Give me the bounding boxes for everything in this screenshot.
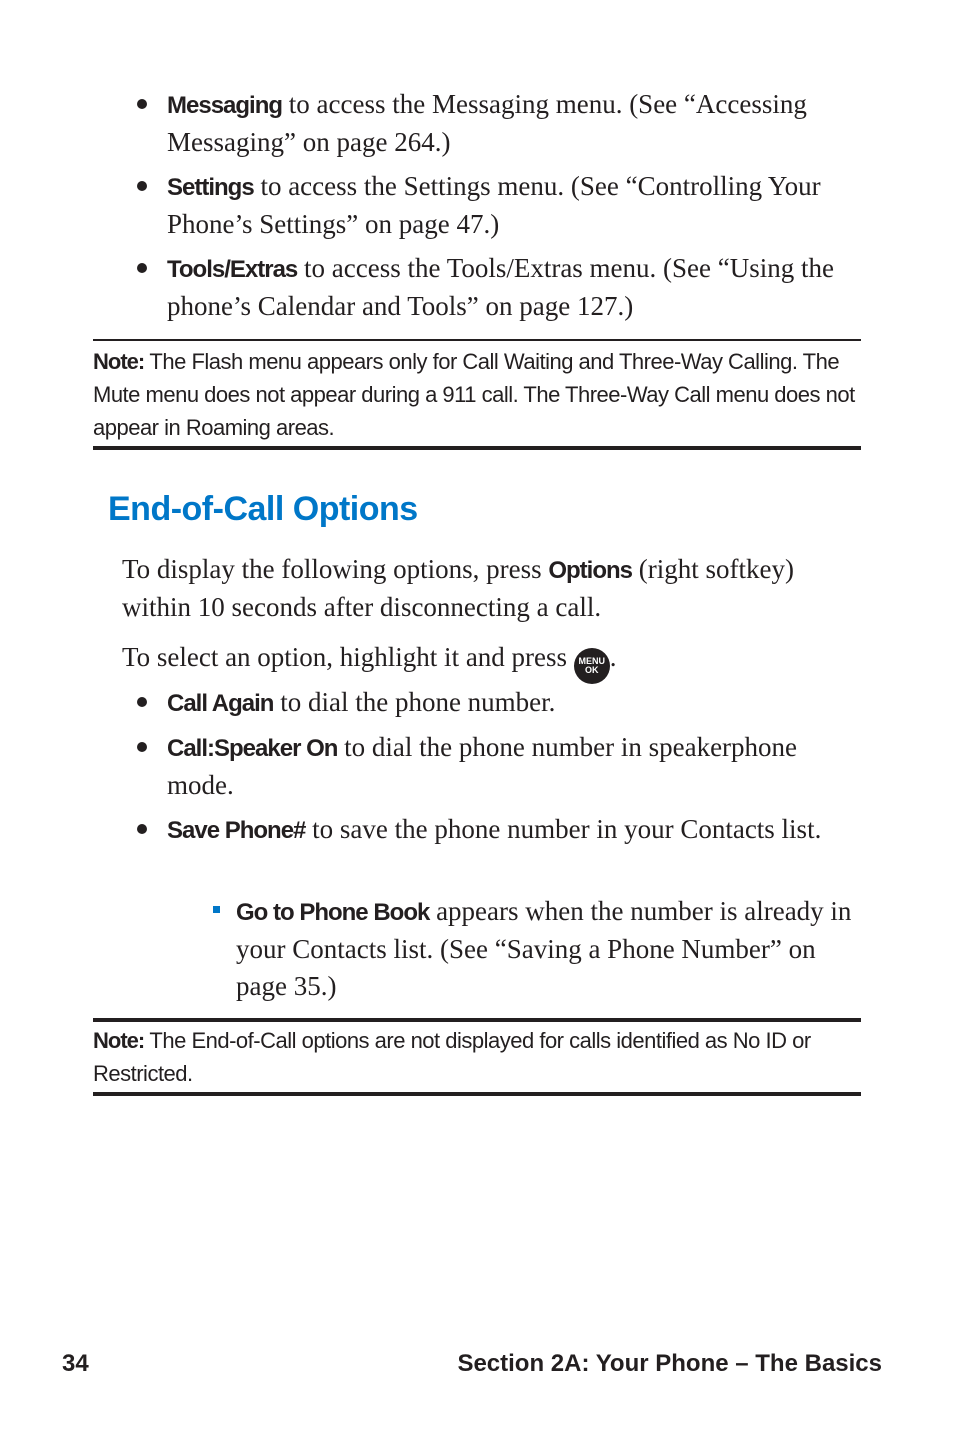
- note-top-rule: [93, 339, 861, 341]
- option-save-phone: [167, 811, 867, 849]
- select-period: .: [609, 642, 617, 672]
- bullet-term: Tools/Extras: [167, 256, 298, 283]
- option-text: to dial the phone number.: [273, 687, 556, 717]
- select-paragraph: [122, 639, 852, 684]
- note-flash-menu: [93, 345, 873, 444]
- option-call-speaker-on: [167, 729, 867, 804]
- option-term: Call Again: [167, 690, 274, 717]
- note-end-of-call: [93, 1024, 813, 1090]
- note-label: Note:: [93, 349, 145, 374]
- note-label: Note:: [93, 1028, 145, 1053]
- note-text: The End-of-Call options are not displayed for calls identified as No ID or Restricted.: [93, 1028, 811, 1086]
- option-call-again: [167, 684, 867, 722]
- section-heading: End-of-Call Options: [108, 490, 418, 528]
- select-text: To select an option, highlight it and press: [122, 642, 574, 672]
- bullet-term: Settings: [167, 174, 254, 201]
- footer-section-title: Section 2A: Your Phone – The Basics: [457, 1350, 882, 1377]
- menu-ok-icon: [574, 648, 610, 684]
- intro-text-after: (right softkey) within 10 seconds after disconnecting a call.: [122, 554, 794, 622]
- note-text: The Flash menu appears only for Call Waiting and Three-Way Calling. The Mute menu does not appear during a 911 call. The Three-Way Call menu does not appear in Roaming areas.: [93, 349, 855, 440]
- bullet-text: to access the Messaging menu. (See “Accessing Messaging” on page 264.): [167, 89, 807, 157]
- intro-text: To display the following options, press: [122, 554, 549, 584]
- menu-ok-icon-line1: MENU: [578, 656, 606, 666]
- note2-top-rule: [93, 1018, 861, 1022]
- sub-option-go-to-phone-book: [236, 893, 866, 1005]
- bullet-text: to access the Settings menu. (See “Controlling Your Phone’s Settings” on page 47.): [167, 171, 821, 239]
- option-text: to save the phone number in your Contacts list.: [305, 814, 822, 844]
- bullet-text: to access the Tools/Extras menu. (See “Using the phone’s Calendar and Tools” on page 127.): [167, 253, 834, 321]
- page-number: 34: [62, 1350, 89, 1377]
- bullet-settings: [167, 168, 867, 243]
- option-term: Save Phone#: [167, 817, 306, 844]
- intro-paragraph: [122, 551, 852, 626]
- note2-bottom-rule: [93, 1092, 861, 1096]
- option-term: Call:Speaker On: [167, 735, 338, 762]
- sub-option-text: appears when the number is already in your Contacts list. (See “Saving a Phone Number” on page 35.): [236, 896, 852, 1001]
- bullet-term: Messaging: [167, 92, 283, 119]
- menu-ok-icon-line2: OK: [585, 665, 599, 675]
- note-bottom-rule: [93, 446, 861, 450]
- sub-option-term: Go to Phone Book: [236, 899, 430, 926]
- bullet-messaging: [167, 86, 867, 161]
- option-text: to dial the phone number in speakerphone mode.: [167, 732, 798, 800]
- options-term: Options: [548, 557, 632, 584]
- bullet-tools-extras: [167, 250, 867, 325]
